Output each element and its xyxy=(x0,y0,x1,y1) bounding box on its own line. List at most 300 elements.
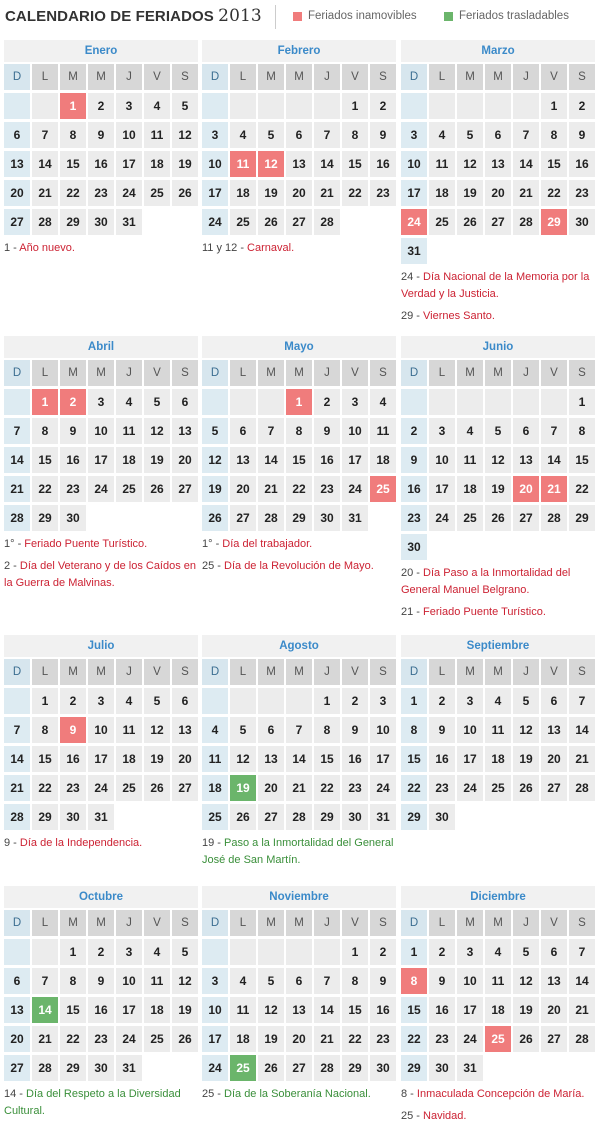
day-cell: 24 xyxy=(88,476,114,502)
note-text[interactable]: Día Nacional de la Memoria por la Verdad y la Justicia. xyxy=(401,271,590,300)
day-cell: 28 xyxy=(541,505,567,531)
note-date: 9 - xyxy=(4,837,20,849)
weekday-header: L xyxy=(230,659,256,685)
note-text[interactable]: Día del trabajador. xyxy=(222,538,313,550)
holiday-notes xyxy=(4,835,202,857)
weekday-header: M xyxy=(286,360,312,386)
weekday-header: L xyxy=(429,64,455,90)
title-text: CALENDARIO DE FERIADOS xyxy=(5,8,214,25)
day-cell: 28 xyxy=(258,505,284,531)
day-cell: 2 xyxy=(401,418,427,444)
day-cell: 28 xyxy=(32,1055,58,1081)
empty-cell xyxy=(258,688,284,714)
day-cell: 11 xyxy=(144,968,170,994)
day-cell: 6 xyxy=(258,717,284,743)
weekday-header: D xyxy=(401,659,427,685)
day-cell: 8 xyxy=(342,968,368,994)
day-cell: 16 xyxy=(60,447,86,473)
holiday-note xyxy=(4,558,202,592)
day-cell: 23 xyxy=(569,180,595,206)
day-cell: 7 xyxy=(541,418,567,444)
weekday-header: V xyxy=(541,64,567,90)
day-cell: 14 xyxy=(314,997,340,1023)
holiday-notes xyxy=(401,269,599,330)
weekday-header: S xyxy=(172,360,198,386)
holiday-note xyxy=(4,835,202,852)
day-cell: 9 xyxy=(370,122,396,148)
day-cell: 18 xyxy=(457,476,483,502)
day-cell: 29 xyxy=(32,505,58,531)
day-cell: 13 xyxy=(541,717,567,743)
day-cell: 27 xyxy=(513,505,539,531)
weekday-header: S xyxy=(370,64,396,90)
day-cell: 29 xyxy=(286,505,312,531)
weekday-header: L xyxy=(429,910,455,936)
day-cell: 9 xyxy=(88,122,114,148)
day-cell: 11 xyxy=(370,418,396,444)
empty-cell xyxy=(202,93,228,119)
title-year: 2013 xyxy=(218,6,262,26)
day-cell: 20 xyxy=(286,1026,312,1052)
day-cell: 24 xyxy=(457,1026,483,1052)
day-cell: 30 xyxy=(429,804,455,830)
day-cell: 27 xyxy=(172,476,198,502)
day-cell: 28 xyxy=(32,209,58,235)
holiday-note xyxy=(401,565,599,599)
holiday-day: 1 xyxy=(286,389,312,415)
day-cell: 1 xyxy=(401,688,427,714)
day-cell: 1 xyxy=(569,389,595,415)
day-cell: 6 xyxy=(485,122,511,148)
day-cell: 13 xyxy=(286,997,312,1023)
day-cell: 30 xyxy=(569,209,595,235)
day-cell: 30 xyxy=(401,534,427,560)
day-cell: 8 xyxy=(541,122,567,148)
day-cell: 10 xyxy=(370,717,396,743)
day-cell: 19 xyxy=(258,1026,284,1052)
note-text[interactable]: Día del Veterano y de los Caídos en la Guerra de Malvinas. xyxy=(4,560,197,589)
day-cell: 27 xyxy=(286,1055,312,1081)
day-cell: 17 xyxy=(202,1026,228,1052)
day-cell: 4 xyxy=(429,122,455,148)
day-cell: 9 xyxy=(429,968,455,994)
day-cell: 29 xyxy=(60,1055,86,1081)
day-cell: 20 xyxy=(230,476,256,502)
note-text[interactable]: Año nuevo. xyxy=(19,242,75,254)
day-cell: 19 xyxy=(513,997,539,1023)
holiday-notes xyxy=(202,835,400,874)
day-cell: 27 xyxy=(4,209,30,235)
holiday-day: 24 xyxy=(401,209,427,235)
holiday-notes xyxy=(202,240,400,262)
empty-cell xyxy=(429,93,455,119)
weekday-header: L xyxy=(32,64,58,90)
note-text[interactable]: Feriado Puente Turístico. xyxy=(423,606,546,618)
day-cell: 17 xyxy=(116,151,142,177)
weekday-header: V xyxy=(541,910,567,936)
day-cell: 12 xyxy=(144,418,170,444)
day-cell: 18 xyxy=(202,775,228,801)
day-cell: 9 xyxy=(370,968,396,994)
weekday-header: M xyxy=(457,360,483,386)
day-cell: 31 xyxy=(401,238,427,264)
note-text[interactable]: Inmaculada Concepción de María. xyxy=(416,1088,585,1100)
day-cell: 3 xyxy=(116,939,142,965)
day-cell: 18 xyxy=(370,447,396,473)
note-text[interactable]: Día de la Independencia. xyxy=(19,837,143,849)
weekday-header: S xyxy=(370,659,396,685)
day-cell: 24 xyxy=(116,180,142,206)
weekday-header: D xyxy=(202,360,228,386)
day-cell: 15 xyxy=(541,151,567,177)
day-cell: 21 xyxy=(4,775,30,801)
day-cell: 4 xyxy=(485,939,511,965)
day-cell: 9 xyxy=(342,717,368,743)
day-cell: 23 xyxy=(401,505,427,531)
day-cell: 31 xyxy=(88,804,114,830)
day-cell: 2 xyxy=(60,688,86,714)
note-text[interactable]: Día del Respeto a la Diversidad Cultural. xyxy=(4,1088,181,1117)
weekday-header: M xyxy=(457,910,483,936)
day-cell: 5 xyxy=(230,717,256,743)
day-cell: 17 xyxy=(370,746,396,772)
day-cell: 16 xyxy=(429,997,455,1023)
day-cell: 26 xyxy=(258,209,284,235)
day-cell: 4 xyxy=(485,688,511,714)
day-cell: 16 xyxy=(314,447,340,473)
day-cell: 23 xyxy=(342,775,368,801)
day-cell: 4 xyxy=(144,939,170,965)
weekday-header: J xyxy=(116,360,142,386)
day-cell: 9 xyxy=(314,418,340,444)
day-cell: 6 xyxy=(286,968,312,994)
weekday-header: J xyxy=(314,910,340,936)
day-cell: 22 xyxy=(401,775,427,801)
day-cell: 4 xyxy=(202,717,228,743)
note-date: 21 - xyxy=(401,606,424,618)
day-cell: 15 xyxy=(60,997,86,1023)
day-cell: 13 xyxy=(513,447,539,473)
day-cell: 7 xyxy=(314,968,340,994)
legend-label: Feriados trasladables xyxy=(459,10,569,22)
weekday-header: V xyxy=(342,659,368,685)
day-cell: 8 xyxy=(286,418,312,444)
empty-cell xyxy=(202,389,228,415)
day-cell: 21 xyxy=(258,476,284,502)
note-text[interactable]: Paso a la Inmortalidad del General José de San Martín. xyxy=(202,837,394,866)
day-cell: 20 xyxy=(4,180,30,206)
day-cell: 1 xyxy=(32,688,58,714)
day-cell: 27 xyxy=(172,775,198,801)
month-title: Febrero xyxy=(202,40,396,62)
day-cell: 18 xyxy=(116,447,142,473)
weekday-header: M xyxy=(258,910,284,936)
day-cell: 24 xyxy=(116,1026,142,1052)
weekday-header: V xyxy=(144,659,170,685)
day-cell: 1 xyxy=(60,939,86,965)
month-noviembre xyxy=(202,886,396,1100)
day-cell: 26 xyxy=(144,476,170,502)
weekday-header: D xyxy=(4,360,30,386)
day-cell: 3 xyxy=(429,418,455,444)
day-cell: 26 xyxy=(172,1026,198,1052)
day-cell: 23 xyxy=(429,1026,455,1052)
day-cell: 13 xyxy=(541,968,567,994)
note-date: 11 y 12 - xyxy=(202,242,248,254)
day-cell: 13 xyxy=(258,746,284,772)
weekday-header: L xyxy=(230,910,256,936)
day-cell: 17 xyxy=(88,746,114,772)
day-cell: 31 xyxy=(457,1055,483,1081)
weekday-header: V xyxy=(541,360,567,386)
day-cell: 26 xyxy=(513,775,539,801)
day-cell: 26 xyxy=(457,209,483,235)
day-cell: 23 xyxy=(429,775,455,801)
holiday-note xyxy=(401,1108,599,1125)
day-cell: 5 xyxy=(172,93,198,119)
day-cell: 13 xyxy=(172,418,198,444)
day-cell: 30 xyxy=(370,1055,396,1081)
day-cell: 3 xyxy=(202,122,228,148)
day-cell: 24 xyxy=(88,775,114,801)
day-cell: 7 xyxy=(4,717,30,743)
holiday-day: 2 xyxy=(60,389,86,415)
note-text[interactable]: Feriado Puente Turístico. xyxy=(24,538,148,550)
day-cell: 18 xyxy=(144,151,170,177)
month-junio xyxy=(401,336,595,618)
note-text[interactable]: Día Paso a la Inmortalidad del General Manuel Belgrano. xyxy=(401,567,571,596)
day-cell: 5 xyxy=(513,939,539,965)
day-cell: 10 xyxy=(88,717,114,743)
day-cell: 5 xyxy=(144,389,170,415)
holiday-note xyxy=(4,536,202,553)
day-cell: 26 xyxy=(513,1026,539,1052)
note-text[interactable]: Día de la Soberanía Nacional. xyxy=(224,1088,371,1100)
day-cell: 7 xyxy=(569,688,595,714)
note-date: 25 - xyxy=(202,560,225,572)
weekday-header: S xyxy=(172,659,198,685)
day-cell: 13 xyxy=(485,151,511,177)
weekday-header: M xyxy=(60,910,86,936)
day-cell: 15 xyxy=(286,447,312,473)
day-cell: 16 xyxy=(370,151,396,177)
day-cell: 14 xyxy=(32,151,58,177)
weekday-header: D xyxy=(401,64,427,90)
page-title xyxy=(5,6,262,26)
day-cell: 6 xyxy=(172,688,198,714)
day-cell: 3 xyxy=(457,939,483,965)
day-cell: 25 xyxy=(144,180,170,206)
day-cell: 19 xyxy=(457,180,483,206)
holiday-notes xyxy=(4,1086,202,1125)
holiday-note xyxy=(202,558,400,575)
day-cell: 10 xyxy=(429,447,455,473)
day-cell: 16 xyxy=(88,997,114,1023)
day-cell: 14 xyxy=(569,968,595,994)
month-title: Junio xyxy=(401,336,595,358)
weekday-header: M xyxy=(258,64,284,90)
holiday-notes xyxy=(4,536,202,597)
note-text[interactable]: Viernes Santo. xyxy=(423,310,495,322)
day-cell: 21 xyxy=(513,180,539,206)
day-cell: 21 xyxy=(569,997,595,1023)
weekday-header: V xyxy=(144,360,170,386)
day-cell: 8 xyxy=(569,418,595,444)
holiday-day: 11 xyxy=(230,151,256,177)
day-cell: 3 xyxy=(88,688,114,714)
day-cell: 22 xyxy=(342,1026,368,1052)
holiday-day: 12 xyxy=(258,151,284,177)
day-cell: 19 xyxy=(172,997,198,1023)
weekday-header: V xyxy=(342,360,368,386)
day-cell: 22 xyxy=(541,180,567,206)
holiday-note xyxy=(202,240,400,257)
movable-holiday-day: 14 xyxy=(32,997,58,1023)
day-cell: 27 xyxy=(286,209,312,235)
day-cell: 2 xyxy=(429,688,455,714)
day-cell: 7 xyxy=(4,418,30,444)
day-cell: 14 xyxy=(4,447,30,473)
day-cell: 30 xyxy=(342,804,368,830)
day-cell: 5 xyxy=(172,939,198,965)
empty-cell xyxy=(457,93,483,119)
day-cell: 1 xyxy=(401,939,427,965)
day-cell: 22 xyxy=(401,1026,427,1052)
holiday-day: 8 xyxy=(401,968,427,994)
weekday-header: J xyxy=(116,659,142,685)
weekday-header: S xyxy=(370,910,396,936)
holiday-notes xyxy=(401,565,599,626)
day-cell: 8 xyxy=(342,122,368,148)
weekday-header: J xyxy=(314,659,340,685)
day-cell: 20 xyxy=(172,447,198,473)
weekday-header: J xyxy=(513,64,539,90)
note-date: 29 - xyxy=(401,310,424,322)
day-cell: 28 xyxy=(569,1026,595,1052)
day-cell: 21 xyxy=(314,1026,340,1052)
day-cell: 10 xyxy=(116,968,142,994)
empty-cell xyxy=(32,93,58,119)
day-cell: 29 xyxy=(401,1055,427,1081)
day-cell: 28 xyxy=(314,1055,340,1081)
weekday-header: S xyxy=(569,64,595,90)
weekday-header: J xyxy=(513,910,539,936)
note-text[interactable]: Navidad. xyxy=(423,1110,467,1122)
day-cell: 11 xyxy=(144,122,170,148)
day-cell: 20 xyxy=(258,775,284,801)
day-cell: 20 xyxy=(172,746,198,772)
day-cell: 19 xyxy=(202,476,228,502)
day-cell: 28 xyxy=(4,804,30,830)
day-cell: 3 xyxy=(457,688,483,714)
day-cell: 24 xyxy=(457,775,483,801)
day-cell: 26 xyxy=(258,1055,284,1081)
day-cell: 29 xyxy=(569,505,595,531)
month-marzo xyxy=(401,40,595,322)
legend-inamovibles xyxy=(293,10,417,22)
note-date: 8 - xyxy=(401,1088,417,1100)
movable-holiday-day: 19 xyxy=(230,775,256,801)
empty-cell xyxy=(4,389,30,415)
weekday-header: L xyxy=(32,910,58,936)
day-cell: 23 xyxy=(60,476,86,502)
holiday-notes xyxy=(4,240,202,262)
day-cell: 6 xyxy=(541,939,567,965)
day-cell: 28 xyxy=(4,505,30,531)
empty-cell xyxy=(230,939,256,965)
month-mayo xyxy=(202,336,396,572)
note-date: 1° - xyxy=(4,538,25,550)
weekday-header: L xyxy=(230,360,256,386)
note-date: 20 - xyxy=(401,567,424,579)
day-cell: 27 xyxy=(4,1055,30,1081)
day-cell: 8 xyxy=(401,717,427,743)
day-cell: 30 xyxy=(60,505,86,531)
day-cell: 19 xyxy=(144,746,170,772)
day-cell: 5 xyxy=(457,122,483,148)
weekday-header: M xyxy=(258,659,284,685)
day-cell: 27 xyxy=(541,775,567,801)
day-cell: 18 xyxy=(485,746,511,772)
day-cell: 8 xyxy=(60,122,86,148)
weekday-header: D xyxy=(4,659,30,685)
day-cell: 30 xyxy=(60,804,86,830)
day-cell: 8 xyxy=(32,717,58,743)
day-cell: 19 xyxy=(485,476,511,502)
movable-holiday-day: 25 xyxy=(230,1055,256,1081)
note-date: 25 - xyxy=(401,1110,424,1122)
weekday-header: D xyxy=(202,910,228,936)
empty-cell xyxy=(258,389,284,415)
day-cell: 11 xyxy=(202,746,228,772)
day-cell: 7 xyxy=(569,939,595,965)
weekday-header: V xyxy=(342,910,368,936)
day-cell: 3 xyxy=(401,122,427,148)
day-cell: 27 xyxy=(485,209,511,235)
month-title: Noviembre xyxy=(202,886,396,908)
note-date: 25 - xyxy=(202,1088,225,1100)
day-cell: 5 xyxy=(202,418,228,444)
weekday-header: J xyxy=(513,659,539,685)
legend-label: Feriados inamovibles xyxy=(308,10,417,22)
weekday-header: M xyxy=(286,64,312,90)
day-cell: 7 xyxy=(32,122,58,148)
day-cell: 10 xyxy=(457,717,483,743)
weekday-header: M xyxy=(60,360,86,386)
day-cell: 20 xyxy=(485,180,511,206)
day-cell: 4 xyxy=(144,93,170,119)
weekday-header: J xyxy=(314,64,340,90)
day-cell: 10 xyxy=(202,151,228,177)
header-divider xyxy=(275,5,276,29)
note-text[interactable]: Carnaval. xyxy=(247,242,295,254)
weekday-header: L xyxy=(32,659,58,685)
day-cell: 15 xyxy=(569,447,595,473)
empty-cell xyxy=(4,688,30,714)
day-cell: 12 xyxy=(172,968,198,994)
weekday-header: V xyxy=(342,64,368,90)
day-cell: 9 xyxy=(60,418,86,444)
holiday-note xyxy=(4,1086,202,1120)
day-cell: 17 xyxy=(88,447,114,473)
day-cell: 17 xyxy=(202,180,228,206)
holiday-note xyxy=(202,835,400,869)
empty-cell xyxy=(401,389,427,415)
day-cell: 5 xyxy=(485,418,511,444)
weekday-header: M xyxy=(457,659,483,685)
day-cell: 6 xyxy=(230,418,256,444)
note-text[interactable]: Día de la Revolución de Mayo. xyxy=(224,560,374,572)
